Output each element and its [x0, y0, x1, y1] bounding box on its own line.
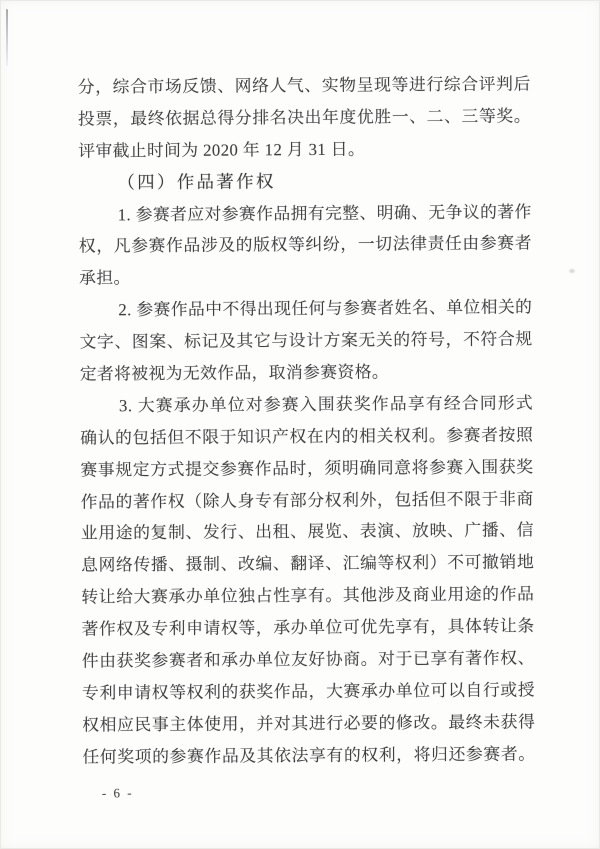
text-line: 承担。	[79, 268, 131, 288]
text-line: 作品的著作权（除人身专有部分权利外，包括但不限于非商	[80, 488, 534, 512]
text-line: 著作权及专利申请权等，承办单位可优先享有，具体转让条	[81, 616, 535, 639]
text-line: 任何奖项的参赛作品及其依法享有的权利，将归还参赛者。	[82, 744, 536, 767]
text-line: 定者将被视为无效作品，取消参赛资格。	[79, 362, 390, 384]
text-line: （四）作品著作权	[117, 170, 276, 192]
text-line: 件由获奖参赛者和承办单位友好协商。对于已享有著作权、	[81, 648, 535, 671]
document-text-block	[78, 68, 536, 816]
text-line: 1. 参赛者应对参赛作品拥有完整、明确、无争议的著作	[117, 201, 532, 224]
text-line: 转让给大赛承办单位独占性享有。其他涉及商业用途的作品	[81, 584, 535, 607]
text-line: 投票，最终依据总得分排名决出年度优胜一、二、三等奖。	[77, 106, 532, 129]
document-lines	[78, 68, 536, 773]
text-line: 3. 大赛承办单位对参赛入围获奖作品享有经合同形式	[118, 393, 534, 416]
text-line: 专利申请权等权利的获奖作品，大赛承办单位可以自行或授	[81, 680, 536, 703]
text-line: 评审截止时间为 2020 年 12 月 31 日。	[78, 139, 366, 161]
text-line: 分，综合市场反馈、网络人气、实物呈现等进行综合评判后	[77, 74, 531, 97]
text-line: 业用途的复制、发行、出租、展览、表演、放映、广播、信	[80, 520, 534, 544]
text-line: 确认的包括但不限于知识产权在内的相关权利。参赛者按照	[80, 425, 534, 448]
text-line: 2. 参赛作品中不得出现任何与参赛者姓名、单位相关的	[118, 297, 533, 320]
text-line: 赛事规定方式提交参赛作品时，须明确同意将参赛入围获奖	[80, 457, 534, 480]
page-number: - 6 -	[101, 785, 134, 801]
text-line: 权，凡参赛作品涉及的版权等纠纷，一切法律责任由参赛者	[78, 233, 532, 257]
text-line: 权相应民事主体使用，并对其进行必要的修改。最终未获得	[82, 712, 536, 735]
text-line: 文字、图案、标记及其它与设计方案无关的符号，不符合规	[79, 329, 533, 352]
text-line: 息网络传播、摄制、改编、翻译、汇编等权利）不可撤销地	[81, 552, 535, 575]
scan-artifact-line	[6, 9, 8, 66]
scan-speck	[568, 268, 576, 274]
